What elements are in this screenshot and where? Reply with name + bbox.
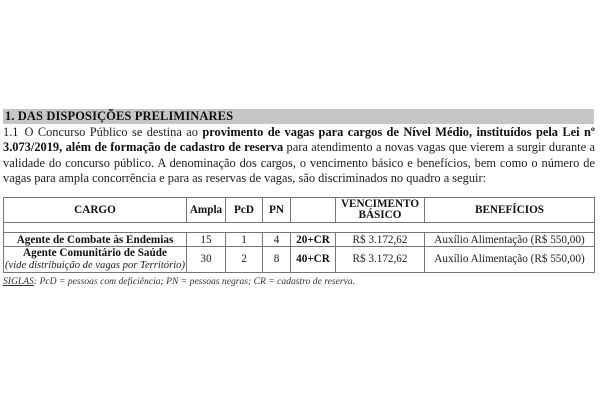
paragraph-1-1: [3, 125, 595, 186]
paragraph-text-1: O Concurso Público se destina ao: [24, 125, 203, 139]
cell-ampla: 30: [187, 247, 226, 273]
header-vencimento-line1: VENCIMENTO: [340, 198, 420, 210]
table-row: [4, 233, 595, 247]
spacer-cell: [4, 223, 595, 233]
header-pcd: PcD: [226, 198, 263, 223]
vacancies-table: [3, 197, 595, 273]
siglas-legend: [3, 276, 355, 287]
cell-beneficios: Auxílio Alimentação (R$ 550,00): [425, 233, 595, 247]
siglas-label: SIGLAS: [3, 276, 34, 287]
cell-pn: 4: [263, 233, 291, 247]
header-vencimento-line2: BÁSICO: [358, 209, 402, 221]
cell-cargo: [4, 247, 187, 273]
header-pn: PN: [263, 198, 291, 223]
header-cargo: CARGO: [4, 198, 187, 223]
table-spacer-row: [4, 223, 595, 233]
cargo-note: (vide distribuição de vagas por Território): [5, 259, 185, 271]
table-header-row: [4, 198, 595, 223]
paragraph-bold-text: provimento de vagas para cargos de Nível Médio, instituídos pela Lei nº 3.073/2019, além de formação de cadastro de reserva: [3, 125, 595, 155]
cell-total: 40+CR: [291, 247, 336, 273]
header-vencimento: [336, 198, 425, 223]
header-total: [291, 198, 336, 223]
section-heading: [3, 109, 594, 124]
cell-cargo: Agente de Combate às Endemias: [4, 233, 187, 247]
cell-total: 20+CR: [291, 233, 336, 247]
cell-vencimento: R$ 3.172,62: [336, 247, 425, 273]
cell-pn: 8: [263, 247, 291, 273]
cell-pcd: 1: [226, 233, 263, 247]
header-ampla: Ampla: [187, 198, 226, 223]
cell-ampla: 15: [187, 233, 226, 247]
cell-pcd: 2: [226, 247, 263, 273]
cell-vencimento: R$ 3.172,62: [336, 233, 425, 247]
siglas-text: : PcD = pessoas com deficiência; PN = pessoas negras; CR = cadastro de reserva.: [33, 276, 356, 287]
section-title: 1. DAS DISPOSIÇÕES PRELIMINARES: [5, 109, 234, 123]
paragraph-number: 1.1: [3, 125, 19, 139]
cargo-name: Agente Comunitário de Saúde: [23, 247, 167, 259]
cell-beneficios: Auxílio Alimentação (R$ 550,00): [425, 247, 595, 273]
table-row: [4, 247, 595, 273]
header-beneficios: BENEFÍCIOS: [425, 198, 595, 223]
paragraph-text-2: para atendimento a novas vagas que vierem a surgir durante a validade do concurso público. A denominação dos cargos, o vencimento básico e benefícios, bem como o número de vagas para ampla concorrência e para as reservas de vagas, são discriminados no quadro a seguir:: [3, 140, 595, 185]
